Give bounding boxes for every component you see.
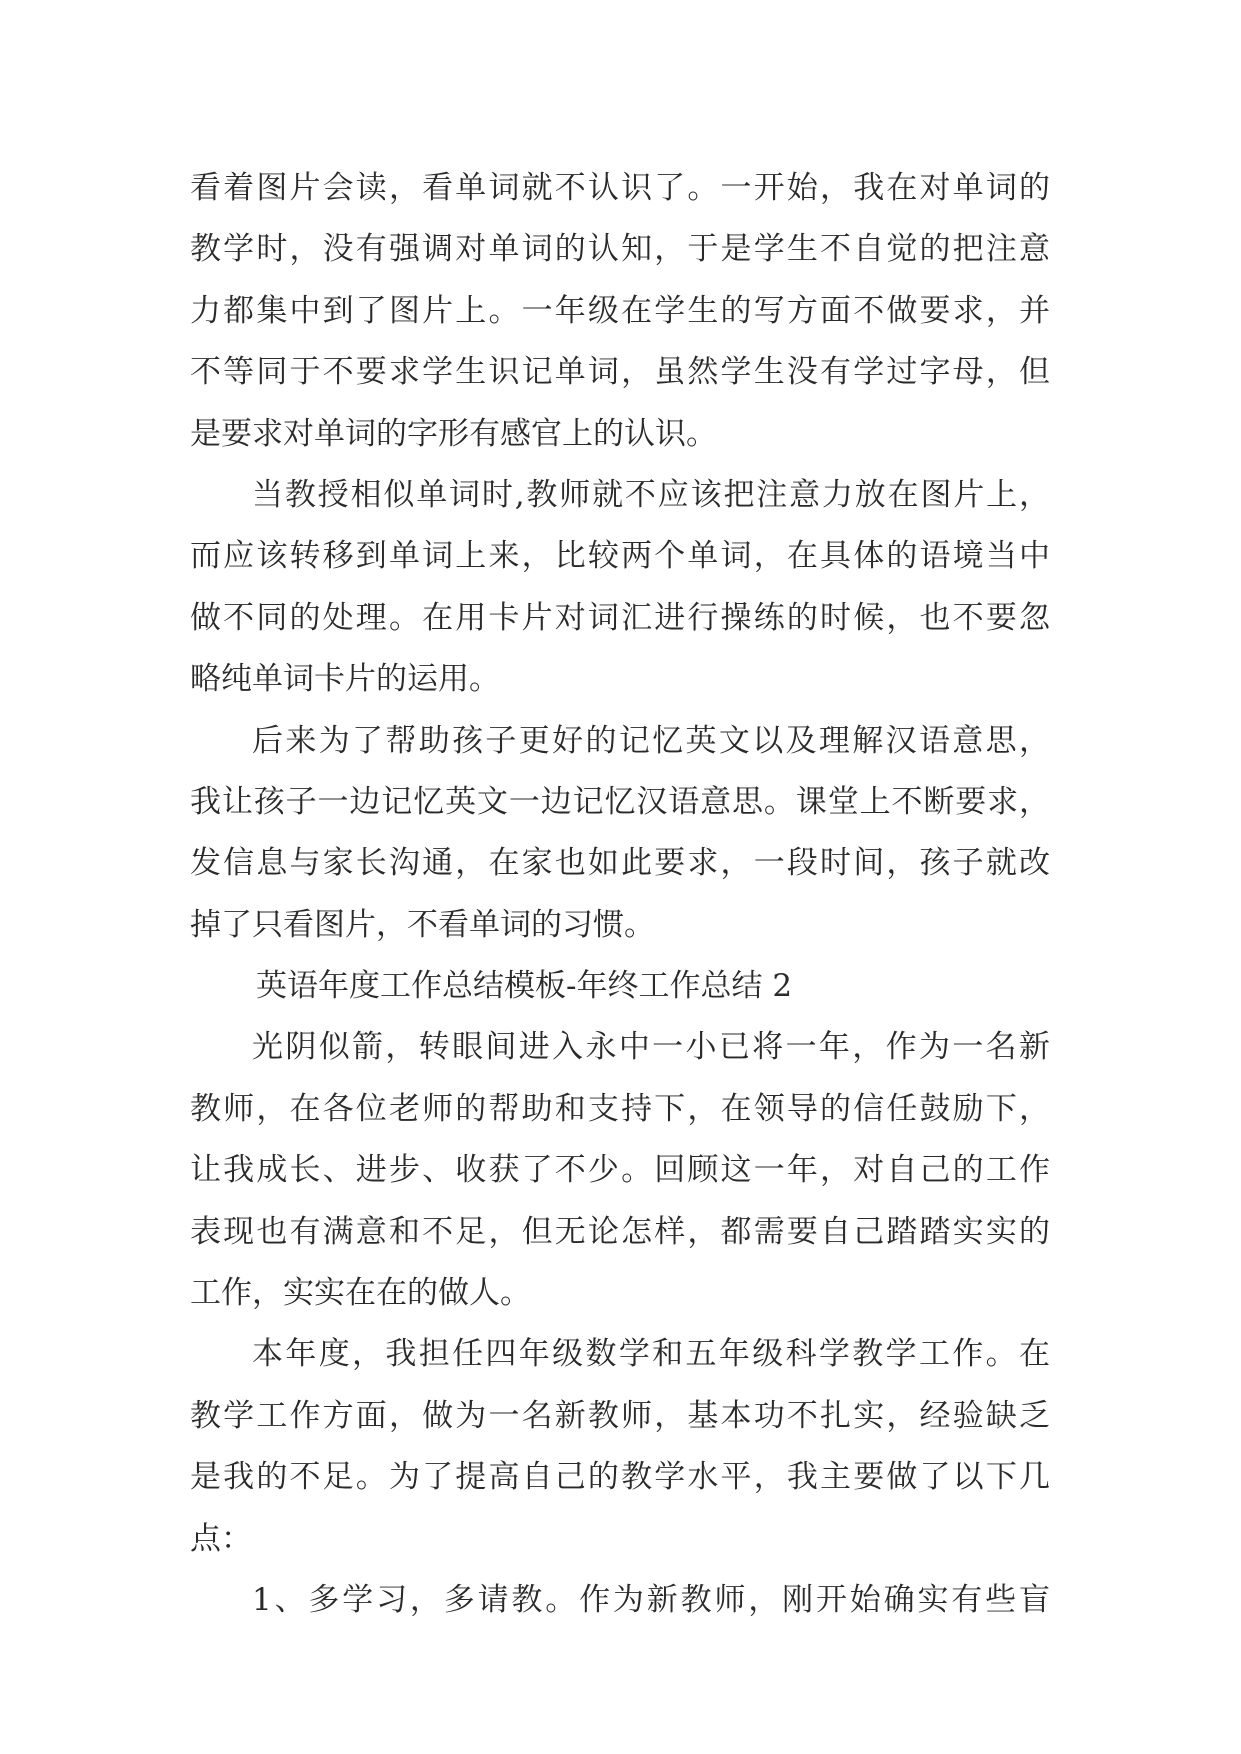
text-line: 点： (190, 1520, 252, 1557)
text-line: 本年度，我担任四年级数学和五年级科学教学工作。在 (252, 1336, 1050, 1373)
section-heading: 英语年度工作总结模板-年终工作总结 2 (256, 968, 793, 1005)
text-line: 是我的不足。为了提高自己的教学水平，我主要做了以下几 (190, 1459, 1050, 1496)
text-line: 工作，实实在在的做人。 (190, 1275, 531, 1312)
text-line: 发信息与家长沟通，在家也如此要求，一段时间，孩子就改 (190, 845, 1050, 882)
text-line: 光阴似箭，转眼间进入永中一小已将一年，作为一名新 (252, 1029, 1050, 1066)
text-line: 1、多学习，多请教。作为新教师，刚开始确实有些盲 (252, 1581, 1050, 1618)
text-line: 掉了只看图片，不看单词的习惯。 (190, 906, 655, 943)
text-line: 后来为了帮助孩子更好的记忆英文以及理解汉语意思， (252, 722, 1050, 759)
text-line: 我让孩子一边记忆英文一边记忆汉语意思。课堂上不断要求， (190, 783, 1050, 820)
text-line: 是要求对单词的字形有感官上的认识。 (190, 415, 717, 452)
text-line: 当教授相似单词时,教师就不应该把注意力放在图片上， (252, 476, 1050, 513)
text-line: 表现也有满意和不足，但无论怎样，都需要自己踏踏实实的 (190, 1213, 1050, 1250)
text-line: 力都集中到了图片上。一年级在学生的写方面不做要求，并 (190, 292, 1050, 329)
text-line: 教学工作方面，做为一名新教师，基本功不扎实，经验缺乏 (190, 1397, 1050, 1434)
text-line: 而应该转移到单词上来，比较两个单词，在具体的语境当中 (190, 538, 1050, 575)
document-body (190, 158, 1050, 1631)
text-line: 看着图片会读，看单词就不认识了。一开始，我在对单词的 (190, 170, 1050, 206)
text-line: 让我成长、进步、收获了不少。回顾这一年，对自己的工作 (190, 1152, 1050, 1189)
text-line: 略纯单词卡片的运用。 (190, 661, 500, 698)
text-line: 不等同于不要求学生识记单词，虽然学生没有学过字母，但 (190, 354, 1050, 391)
text-line: 做不同的处理。在用卡片对词汇进行操练的时候，也不要忽 (190, 599, 1050, 636)
text-line: 教师，在各位老师的帮助和支持下，在领导的信任鼓励下， (190, 1090, 1050, 1127)
text-line: 教学时，没有强调对单词的认知，于是学生不自觉的把注意 (190, 231, 1050, 268)
